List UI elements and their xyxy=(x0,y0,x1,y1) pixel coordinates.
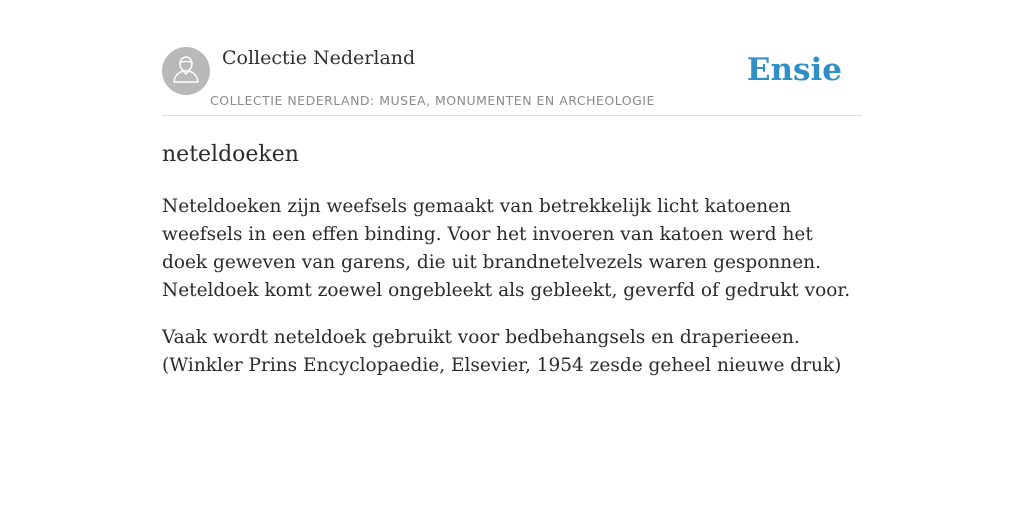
entry-title: neteldoeken xyxy=(162,142,299,167)
user-icon xyxy=(172,54,200,88)
brand-logo-link[interactable]: Ensie xyxy=(746,52,842,88)
author-subtitle: COLLECTIE NEDERLAND: MUSEA, MONUMENTEN EN ARCHEOLOGIE xyxy=(210,93,655,108)
entry-paragraph: Vaak wordt neteldoek gebruikt voor bedbehangsels en draperieeen. (Winkler Prins Encyclopaedie, Elsevier, 1954 zesde geheel nieuwe druk) xyxy=(162,327,842,376)
entry-header xyxy=(162,46,862,116)
author-avatar[interactable] xyxy=(162,47,210,95)
entry-body xyxy=(162,193,862,380)
entry-card xyxy=(162,46,862,380)
entry-paragraph: Neteldoeken zijn weefsels gemaakt van betrekkelijk licht katoenen weefsels in een effen binding. Voor het invoeren van katoen werd het doek geweven van garens, die uit brandnetelvezels waren gesponnen. Neteldoek komt zoewel ongebleekt als gebleekt, geverfd of gedrukt voor. xyxy=(162,196,851,301)
author-name[interactable]: Collectie Nederland xyxy=(222,47,416,69)
